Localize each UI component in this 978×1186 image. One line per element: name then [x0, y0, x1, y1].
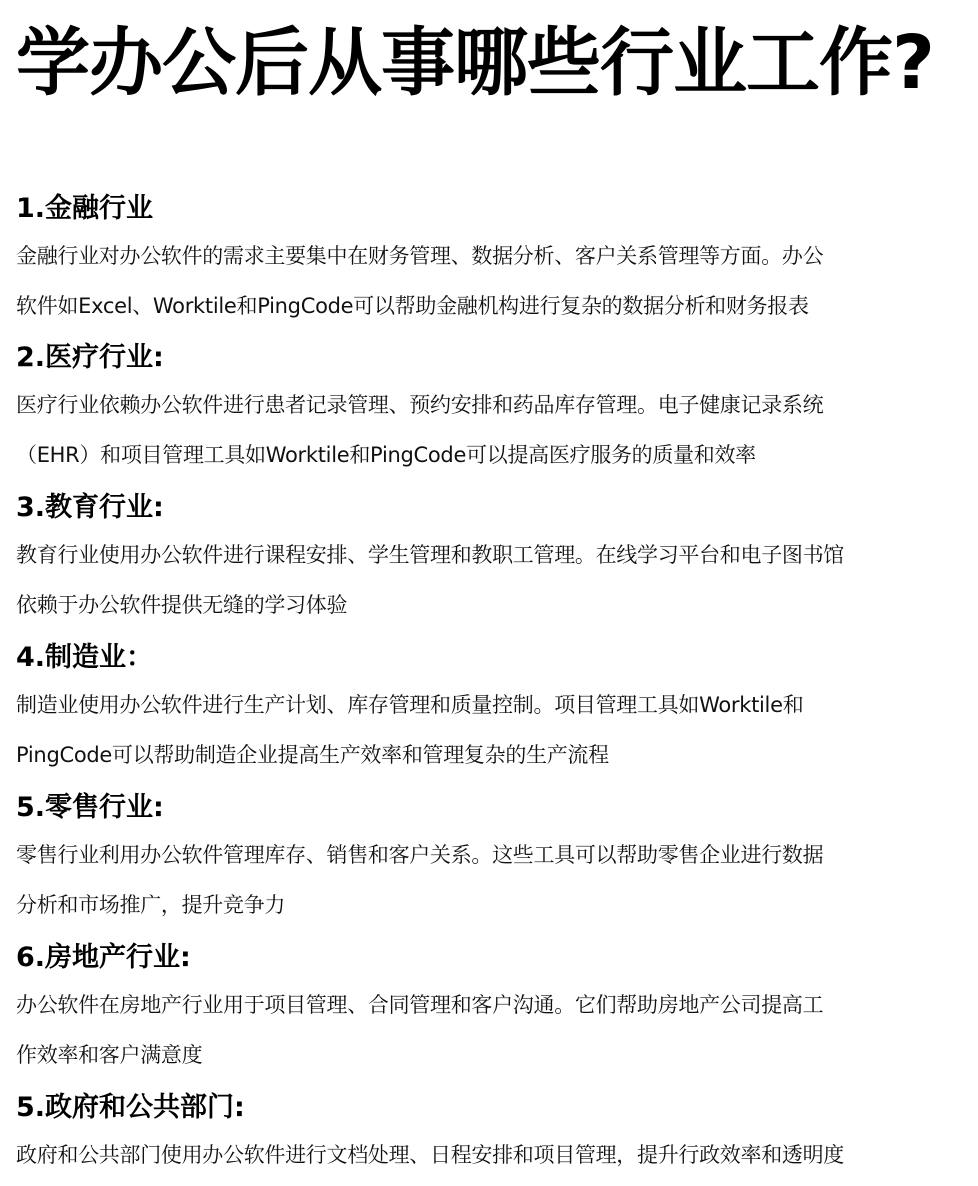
section-heading: 2.医疗行业:: [16, 342, 164, 373]
section-body: [16, 1130, 972, 1180]
section-heading: 5.政府和公共部门:: [16, 1092, 245, 1123]
section-body: [16, 680, 972, 780]
section-manufacturing: [16, 636, 972, 780]
section-body: [16, 530, 972, 630]
section-education: [16, 486, 972, 630]
section-body: [16, 231, 972, 331]
section-heading: 5.零售行业:: [16, 792, 164, 823]
section-heading: 6.房地产行业:: [16, 942, 191, 973]
body-line: 医疗行业依赖办公软件进行患者记录管理、预约安排和药品库存管理。电子健康记录系统: [16, 393, 824, 417]
body-line: PingCode可以帮助制造企业提高生产效率和管理复杂的生产流程: [16, 743, 609, 767]
section-heading: 4.制造业：: [16, 642, 154, 673]
body-line: 政府和公共部门使用办公软件进行文档处理、日程安排和项目管理，提升行政效率和透明度: [16, 1143, 844, 1167]
section-heading: 1.金融行业: [16, 193, 154, 224]
body-line: 零售行业利用办公软件管理库存、销售和客户关系。这些工具可以帮助零售企业进行数据: [16, 843, 824, 867]
body-line: 分析和市场推广，提升竞争力: [16, 893, 286, 917]
body-line: 教育行业使用办公软件进行课程安排、学生管理和教职工管理。在线学习平台和电子图书馆: [16, 543, 844, 567]
section-body: [16, 830, 972, 930]
section-government: [16, 1086, 972, 1180]
section-healthcare: [16, 336, 972, 480]
body-line: （EHR）和项目管理工具如Worktile和PingCode可以提高医疗服务的质量和效率: [16, 443, 756, 467]
page-title: 学办公后从事哪些行业工作?: [16, 20, 934, 106]
section-body: [16, 980, 972, 1080]
section-real-estate: [16, 936, 972, 1080]
section-retail: [16, 786, 972, 930]
body-line: 软件如Excel、Worktile和PingCode可以帮助金融机构进行复杂的数据分析和财务报表: [16, 294, 809, 318]
section-heading: 3.教育行业:: [16, 492, 164, 523]
body-line: 制造业使用办公软件进行生产计划、库存管理和质量控制。项目管理工具如Worktile和: [16, 693, 804, 717]
section-finance: [16, 187, 972, 331]
body-line: 金融行业对办公软件的需求主要集中在财务管理、数据分析、客户关系管理等方面。办公: [16, 244, 824, 268]
body-line: 作效率和客户满意度: [16, 1043, 203, 1067]
body-line: 依赖于办公软件提供无缝的学习体验: [16, 593, 348, 617]
section-body: [16, 380, 972, 480]
body-line: 办公软件在房地产行业用于项目管理、合同管理和客户沟通。它们帮助房地产公司提高工: [16, 993, 824, 1017]
